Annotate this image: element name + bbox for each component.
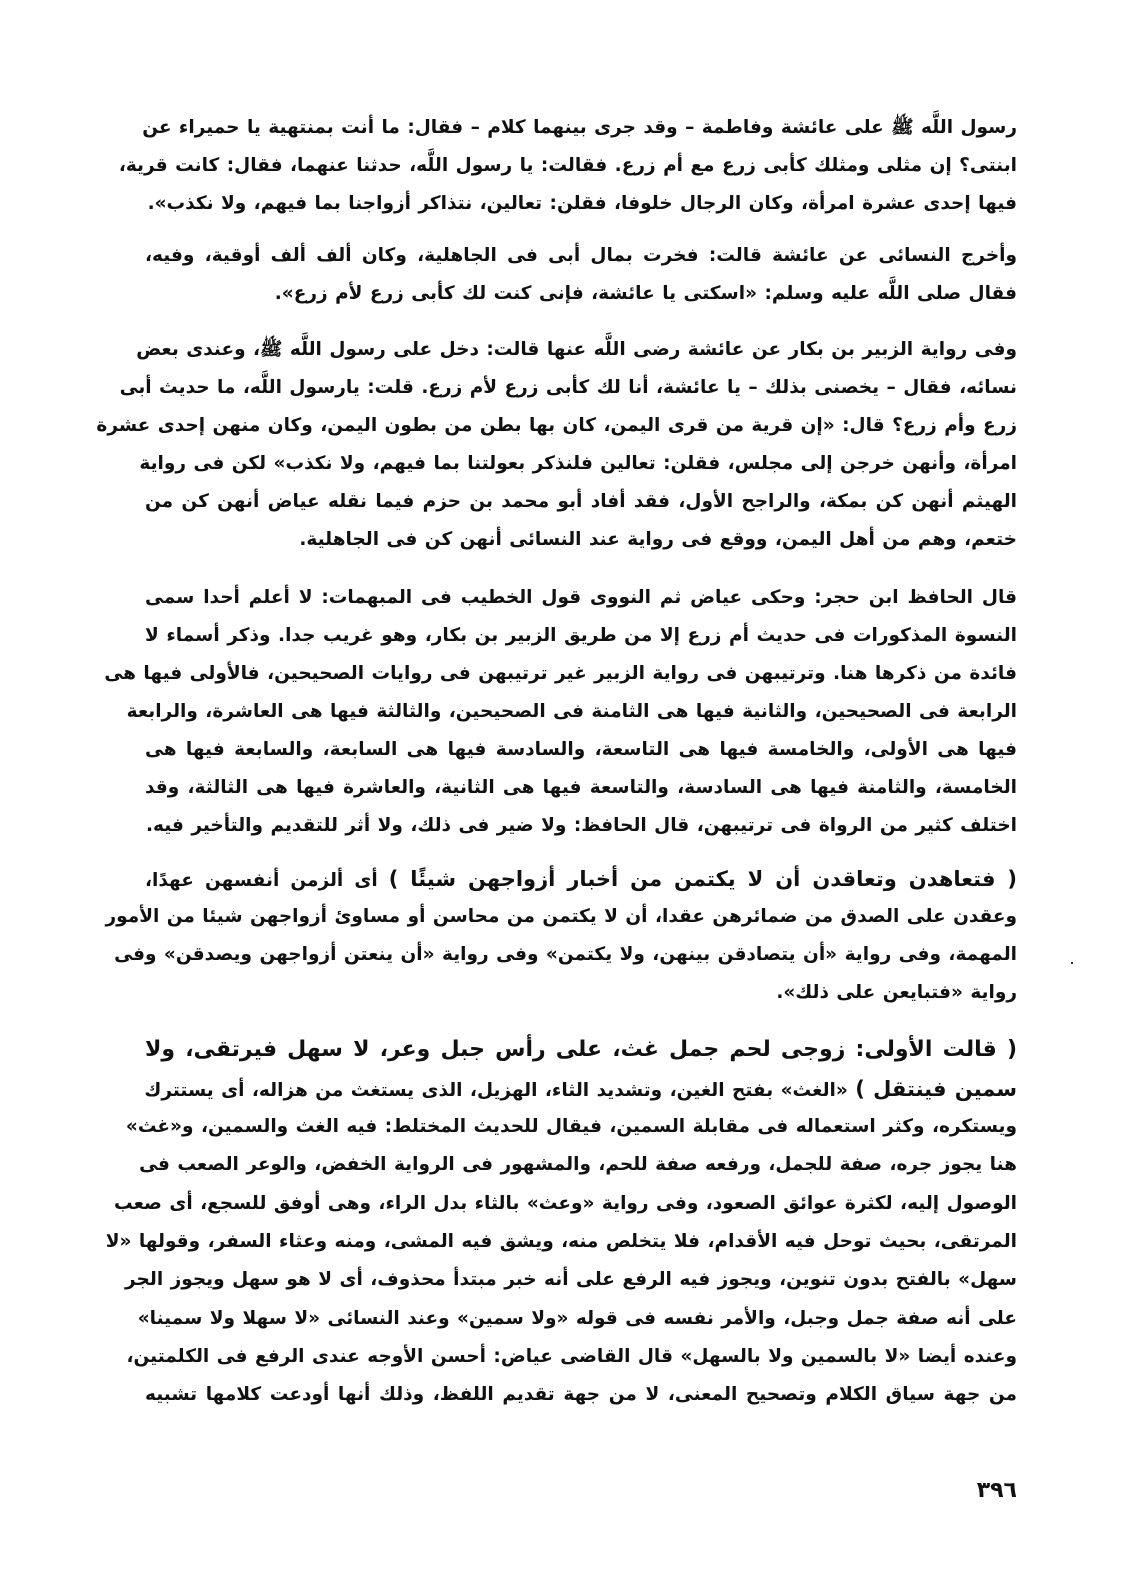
body-text: من جهة سياق الكلام وتصحيح المعنى، لا من جهة تقديم اللفظ، وذلك أنها أودعت كلامها تشبيه <box>145 1384 1017 1405</box>
body-text: «الغث» بفتح الغين، وتشديد الثاء، الهزيل، الذى يستغث من هزاله، أى يستترك <box>144 1080 856 1101</box>
text-line <box>125 1265 1017 1295</box>
text-line <box>145 773 1017 803</box>
text-line <box>139 1150 1017 1180</box>
body-text: ويستكره، وكثر استعماله فى مقابلة السمين، فيقال للحديث المختلط: فيه الغث والسمين، و«غث» <box>125 1116 1017 1137</box>
text-line <box>145 525 1017 555</box>
body-text: المرتقى، بحيث توحل فيه الأقدام، فلا يتخلص منه، ويشق فيه المشى، ومنه وعثاء السفر، وقولها «لا <box>105 1231 1017 1252</box>
page-number: ٣٩٦ <box>976 1478 1017 1503</box>
body-text: نسائه، فقال – يخصنى بذلك – يا عائشة، أنا لك كأبى زرع لأم زرع. قلت: يارسول اللَّه، ما حديث أبى <box>119 377 1017 398</box>
text-line <box>145 583 1017 613</box>
body-text: أى ألزمن أنفسهن عهدًا، <box>145 870 389 891</box>
body-text: وفى رواية الزبير بن بكار عن عائشة رضى اللَّه عنها قالت: دخل على رسول اللَّه ﷺ، وعندى بعض <box>136 339 1017 360</box>
text-line <box>118 151 1017 181</box>
text-line <box>145 1074 1017 1104</box>
text-line <box>145 1035 1017 1065</box>
text-line <box>145 621 1017 651</box>
body-text: المهمة، وفى رواية «أن يتصادقن بينهن، ولا يكتمن» وفى رواية «أن ينعتن أزواجهن ويصدقن» وفى <box>114 944 1017 965</box>
body-text: ابنتى؟ إن مثلى ومثلك كأبى زرع مع أم زرع. فقالت: يا رسول اللَّه، حدثنا عنهما، فقال: كانت قرية، <box>118 155 1017 176</box>
body-text: وعنده أيضا «لا بالسمين ولا بالسهل» قال القاضى عياض: أحسن الأوجه عندى الرفع فى الكلمتين، <box>126 1346 1017 1367</box>
text-line <box>139 449 1017 479</box>
text-line <box>142 113 1017 143</box>
body-text: وعقدن على الصدق من ضمائرهن عقدا، أن لا يكتمن من محاسن أو مساوئ أزواجهن شيئا من الأمور <box>105 906 1017 927</box>
text-line <box>126 697 1017 727</box>
body-text: هنا يجوز جره، صفة للجمل، ورفعه صفة للحم، والمشهور فى الرواية الخفض، والوعر الصعب فى <box>139 1154 1017 1175</box>
body-text: قال الحافظ ابن حجر: وحكى عياض ثم النووى قول الخطيب فى المبهمات: لا أعلم أحدا سمى <box>145 587 1017 608</box>
text-line <box>104 659 1017 689</box>
body-text: رسول اللَّه ﷺ على عائشة وفاطمة – وقد جرى بينهما كلام – فقال: ما أنت بمنتهية يا حميراء عن <box>142 117 1017 138</box>
body-text: امرأة، وأنهن خرجن إلى مجلس، فقلن: تعالين فلنذكر بعولتنا بما فيهم، ولا نكذب» لكن فى رواية <box>139 453 1017 474</box>
text-line <box>145 487 1017 517</box>
text-line <box>145 279 1017 309</box>
body-text: فقال صلى اللَّه عليه وسلم: «اسكتى يا عائشة، فإنى كنت لك كأبى زرع لأم زرع». <box>274 283 1017 304</box>
body-text: الرابعة فى الصحيحين، والثانية فيها هى الثامنة فى الصحيحين، والثالثة فيها هى العاشرة، والرابعة <box>126 701 1017 722</box>
text-line <box>145 241 1017 271</box>
text-line <box>126 1342 1017 1372</box>
text-line <box>137 1304 1017 1334</box>
text-line <box>125 1112 1017 1142</box>
text-line <box>145 978 1017 1008</box>
text-line <box>145 189 1017 219</box>
text-line <box>145 1380 1017 1410</box>
text-line <box>145 811 1017 841</box>
body-text: ختعم، وهم من أهل اليمن، ووقع فى رواية عند النسائى أنهن كن فى الجاهلية. <box>299 529 1017 550</box>
body-text: سهل» بالفتح بدون تنوين، ويجوز فيه الرفع على أنه خبر مبتدأ محذوف، أى لا هو سهل ويجوز الجر <box>125 1269 1017 1290</box>
text-line <box>96 411 1017 441</box>
body-text: على أنه صفة جمل وجبل، والأمر نفسه فى قوله «ولا سمين» وعند النسائى «لا سهلا ولا سمينا» <box>137 1308 1017 1329</box>
text-line <box>145 864 1017 894</box>
bold-hadith-quote: ( قالت الأولى: زوجى لحم جمل غث، على رأس جبل وعر، لا سهل فيرتقى، ولا <box>145 1037 1017 1062</box>
body-text: الخامسة، والثامنة فيها هى السادسة، والتاسعة فيها هى الثانية، والعاشرة فيها هى الثالثة، وقد <box>145 777 1017 798</box>
body-text: الهيثم أنهن كن بمكة، والراجح الأول، فقد أفاد أبو محمد بن حزم فيما نقله عياض أنهن كن من <box>145 491 1017 512</box>
text-line <box>105 1227 1017 1257</box>
body-text: وأخرج النسائى عن عائشة قالت: فخرت بمال أبى فى الجاهلية، وكان ألف ألف أوقية، وفيه، <box>145 245 1017 266</box>
body-text: النسوة المذكورات فى حديث أم زرع إلا من طريق الزبير بن بكار، وهو غريب جدا. وذكر أسماء لا <box>145 625 1017 646</box>
bold-hadith-quote: سمين فينتقل ) <box>855 1077 1017 1101</box>
text-line <box>114 1189 1017 1219</box>
body-text: فيها إحدى عشرة امرأة، وكان الرجال خلوفا، فقلن: تعالين، نتذاكر أزواجنا بما فيهم، ولا نكذب». <box>147 193 1017 214</box>
body-text: الوصول إليه، لكثرة عوائق الصعود، وفى رواية «وعث» بالثاء بدل الراء، وهى أوفق للسجع، أى صعب <box>114 1193 1017 1214</box>
text-line <box>145 735 1017 765</box>
body-text: اختلف كثير من الرواة فى ترتيبهن، قال الحافظ: ولا ضير فى ذلك، ولا أثر للتقديم والتأخير فيه. <box>145 815 1017 836</box>
body-text: فائدة من ذكرها هنا. وترتيبهن فى رواية الزبير غير ترتيبهن فى روايات الصحيحين، فالأولى فيها هى <box>104 663 1017 684</box>
text-line <box>136 335 1017 365</box>
body-text: فيها هى الأولى، والخامسة فيها هى التاسعة، والسادسة فيها هى السابعة، والسابعة فيها هى <box>145 739 1017 760</box>
body-text: رواية «فتبايعن على ذلك». <box>776 982 1017 1003</box>
scan-speck <box>1071 962 1073 964</box>
text-line <box>119 373 1017 403</box>
body-text: زرع وأم زرع؟ قال: «إن قرية من قرى اليمن، كان بها بطن من بطون اليمن، وكان منهن إحدى عشرة <box>96 415 1017 436</box>
text-line <box>114 940 1017 970</box>
bold-hadith-quote: ( فتعاهدن وتعاقدن أن لا يكتمن من أخبار أزواجهن شيئًا ) <box>388 867 1017 891</box>
text-line <box>105 902 1017 932</box>
